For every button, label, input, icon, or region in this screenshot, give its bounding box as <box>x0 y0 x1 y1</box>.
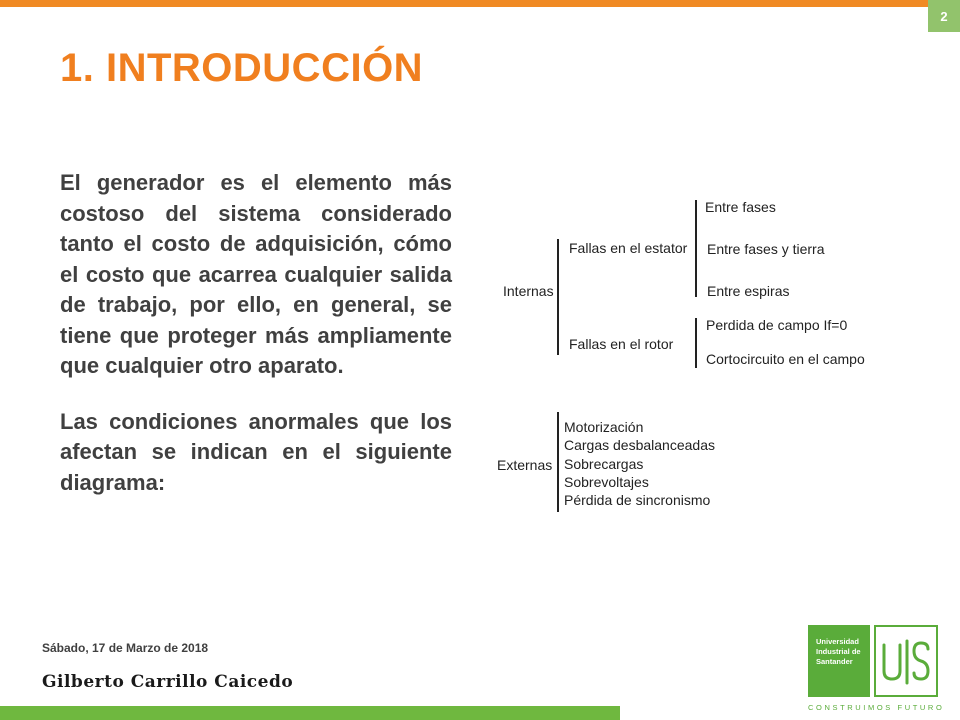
bracket-internas <box>557 239 559 355</box>
logo-name-line: Universidad <box>816 637 859 646</box>
item-entre-espiras: Entre espiras <box>707 283 790 299</box>
item-perdida-sincronismo: Pérdida de sincronismo <box>564 492 711 508</box>
item-sobrecargas: Sobrecargas <box>564 456 644 472</box>
logo-monogram-box <box>874 625 938 697</box>
page-number: 2 <box>928 0 960 32</box>
footer-date: Sábado, 17 de Marzo de 2018 <box>42 641 209 655</box>
top-accent-bar <box>0 0 960 7</box>
item-cortocircuito-campo: Cortocircuito en el campo <box>706 351 865 367</box>
logo-name-line: Santander <box>816 657 853 666</box>
item-cargas-desbalanceadas: Cargas desbalanceadas <box>564 437 715 453</box>
uis-monogram-icon <box>876 627 936 695</box>
item-perdida-campo: Perdida de campo If=0 <box>706 317 848 333</box>
label-internas: Internas <box>503 283 554 299</box>
paragraph-generator-cost: El generador es el elemento más costoso del sistema considerado tanto el costo de adquisición, cómo el costo que acarrea cualquier salida de trabajo, por ello, en general, se tiene que proteger más ampliamente que cualquier otro aparato. <box>60 170 452 378</box>
bracket-externas <box>557 412 559 512</box>
logo-tagline: CONSTRUIMOS FUTURO <box>808 703 945 712</box>
bracket-rotor <box>695 318 697 368</box>
item-entre-fases-tierra: Entre fases y tierra <box>707 241 825 257</box>
logo-name-line: Industrial de <box>816 647 861 656</box>
bottom-accent-bar <box>0 706 620 720</box>
footer-author: Gilberto Carrillo Caicedo <box>42 672 294 692</box>
bracket-estator <box>695 200 697 297</box>
label-externas: Externas <box>497 457 553 473</box>
label-fallas-estator: Fallas en el estator <box>569 240 688 256</box>
item-motorizacion: Motorización <box>564 419 644 435</box>
item-sobrevoltajes: Sobrevoltajes <box>564 474 649 490</box>
item-entre-fases: Entre fases <box>705 199 776 215</box>
body-text <box>60 168 452 498</box>
uis-logo <box>808 625 944 715</box>
logo-name-box <box>808 625 870 697</box>
slide-title: 1. INTRODUCCIÓN <box>60 46 424 90</box>
label-fallas-rotor: Fallas en el rotor <box>569 336 674 352</box>
paragraph-abnormal-conditions: Las condiciones anormales que los afectan se indican en el siguiente diagrama: <box>60 408 452 495</box>
